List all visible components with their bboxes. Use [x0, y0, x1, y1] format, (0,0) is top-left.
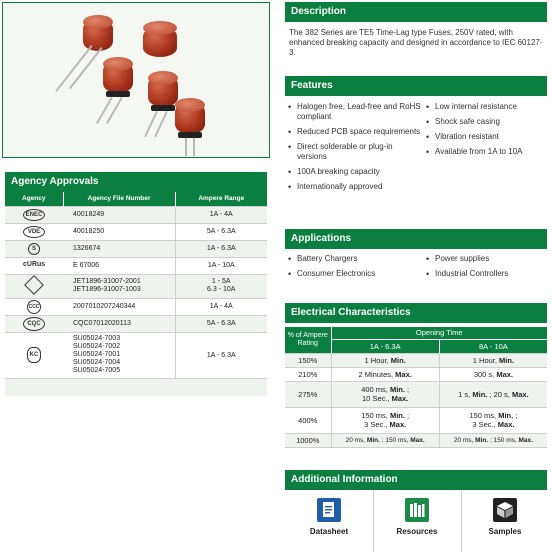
product-photo [2, 2, 270, 158]
agency-table [5, 192, 267, 378]
section-title: Features [285, 76, 547, 96]
features-section [285, 76, 547, 197]
ccc-logo-icon: CCC [27, 300, 41, 314]
kc-logo-icon: KC [27, 347, 41, 363]
column-header: 1A - 6.3A [331, 339, 439, 353]
feature-item: • Internationally approved [285, 182, 423, 192]
resources-icon [405, 498, 429, 522]
table-row [5, 257, 267, 274]
agency-approvals-section [5, 172, 267, 396]
opening-time-cell: 400 ms, Min. ; 10 Sec., Max. [331, 381, 439, 407]
divider [373, 490, 374, 552]
column-header: Agency File Number [63, 192, 175, 206]
section-title: Agency Approvals [5, 172, 267, 192]
electrical-table [285, 327, 547, 448]
ampere-range: 1A - 4A [175, 298, 267, 315]
column-header: 8A - 10A [439, 339, 547, 353]
feature-item: • 100A breaking capacity [285, 167, 423, 177]
opening-time-cell: 20 ms, Min. ; 150 ms, Max. [439, 433, 547, 447]
resources-label: Resources [396, 527, 438, 536]
file-number: 40018250 [63, 223, 175, 240]
feature-item: • Halogen free, Lead-free and RoHS compliant [285, 102, 423, 122]
feature-item: • Low internal resistance [423, 102, 547, 112]
table-row [5, 223, 267, 240]
electrical-characteristics-section [285, 303, 547, 448]
file-number: JET1896-31007-2001 JET1896-31007-1003 [63, 274, 175, 298]
ampere-range: 1A - 10A [175, 257, 267, 274]
column-header: Agency [5, 192, 63, 206]
table-row [5, 298, 267, 315]
opening-time-cell: 1 Hour, Min. [331, 353, 439, 367]
datasheet-label: Datasheet [309, 527, 349, 536]
application-item: • Industrial Controllers [423, 269, 547, 279]
application-item: • Battery Chargers [285, 254, 423, 264]
table-row [5, 315, 267, 332]
file-number: 1326674 [63, 240, 175, 257]
feature-item: • Shock safe casing [423, 117, 547, 127]
feature-item: • Direct solderable or plug-in versions [285, 142, 423, 162]
ampere-range: 1 - 5A 6.3 - 10A [175, 274, 267, 298]
file-number: 2007010207240344 [63, 298, 175, 315]
section-title: Applications [285, 229, 547, 249]
vde-logo-icon: VDE [23, 226, 45, 238]
column-group-header: Opening Time [331, 327, 547, 339]
ampere-range: 1A - 6.3A [175, 332, 267, 378]
description-text: The 382 Series are TE5 Time-Lag type Fuses, 250V rated, with enhanced breaking capacity and designed in accordance to IEC 60127-3. [289, 28, 543, 57]
table-row [5, 240, 267, 257]
samples-link[interactable] [475, 498, 535, 536]
table-row [5, 332, 267, 378]
ampere-range: 1A - 4A [175, 206, 267, 223]
cqc-logo-icon: CQC [23, 317, 45, 331]
rating-cell: 210% [285, 367, 331, 381]
table-row [285, 353, 547, 367]
table-footer [5, 378, 267, 396]
table-row [285, 433, 547, 447]
opening-time-cell: 300 s, Max. [439, 367, 547, 381]
ul-logo-icon: cURus [23, 260, 46, 268]
datasheet-link[interactable] [299, 498, 359, 536]
feature-item: • Reduced PCB space requirements [285, 127, 423, 137]
rating-cell: 275% [285, 381, 331, 407]
datasheet-icon [317, 498, 341, 522]
opening-time-cell: 20 ms, Min. ; 150 ms, Max. [331, 433, 439, 447]
section-title: Electrical Characteristics [285, 303, 547, 323]
samples-icon [493, 498, 517, 522]
table-row [5, 206, 267, 223]
semko-logo-icon: S [28, 243, 40, 255]
application-item: • Power supplies [423, 254, 547, 264]
opening-time-cell: 2 Minutes, Max. [331, 367, 439, 381]
ampere-range: 5A - 6.3A [175, 223, 267, 240]
file-number: CQC07012020113 [63, 315, 175, 332]
divider [461, 490, 462, 552]
feature-item: • Vibration resistant [423, 132, 547, 142]
ampere-range: 5A - 6.3A [175, 315, 267, 332]
applications-section [285, 229, 547, 284]
opening-time-cell: 1 s, Min. ; 20 s, Max. [439, 381, 547, 407]
additional-information-section [285, 470, 547, 550]
rating-cell: 400% [285, 407, 331, 433]
file-number: E 67006 [63, 257, 175, 274]
feature-item: • Available from 1A to 10A [423, 147, 547, 157]
pse-logo-icon [24, 275, 44, 295]
application-item: • Consumer Electronics [285, 269, 423, 279]
rating-cell: 150% [285, 353, 331, 367]
table-row [285, 367, 547, 381]
file-number: SU05024-7003 SU05024-7002 SU05024-7001 SU05024-7004 SU05024-7005 [63, 332, 175, 378]
column-header: % of Ampere Rating [285, 327, 331, 353]
table-row [5, 274, 267, 298]
ampere-range: 1A - 6.3A [175, 240, 267, 257]
samples-label: Samples [488, 527, 522, 536]
section-title: Additional Information [285, 470, 547, 490]
column-header: Ampere Range [175, 192, 267, 206]
section-title: Description [285, 2, 547, 22]
file-number: 40018249 [63, 206, 175, 223]
opening-time-cell: 1 Hour, Min. [439, 353, 547, 367]
enec-logo-icon: ENEC [23, 209, 45, 221]
rating-cell: 1000% [285, 433, 331, 447]
opening-time-cell: 150 ms, Min. ; 3 Sec., Max. [439, 407, 547, 433]
table-row [285, 381, 547, 407]
description-section [285, 2, 547, 58]
resources-link[interactable] [387, 498, 447, 536]
table-row [285, 407, 547, 433]
opening-time-cell: 150 ms, Min. ; 3 Sec., Max. [331, 407, 439, 433]
